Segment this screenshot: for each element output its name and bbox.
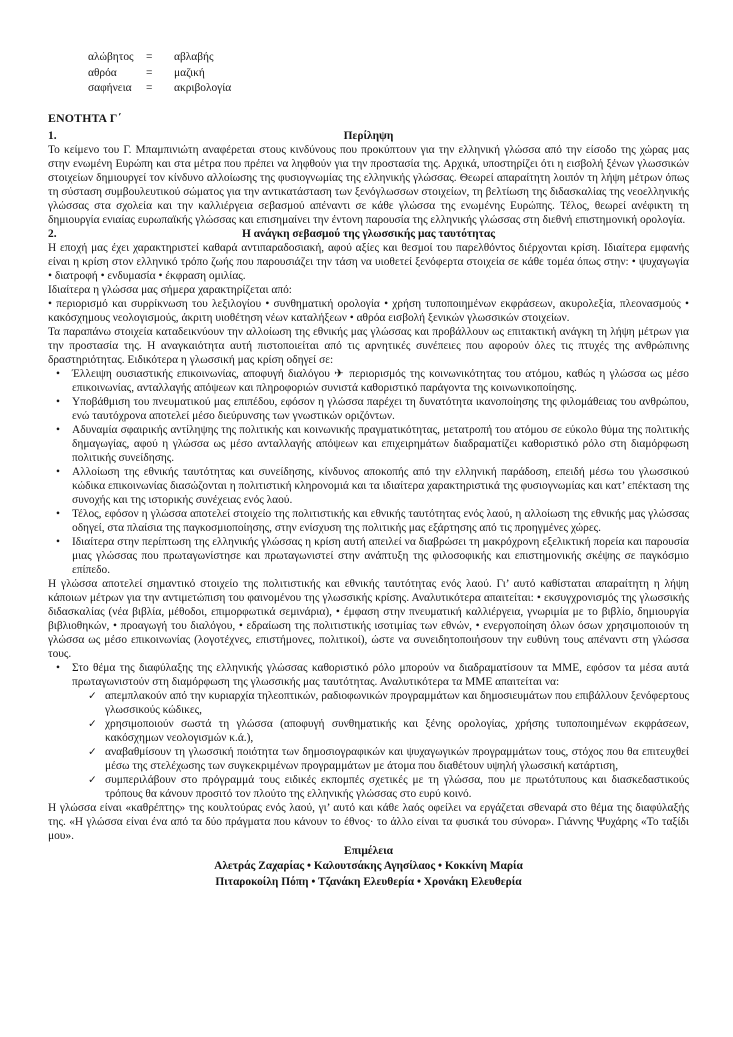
- bullet-icon: •: [56, 367, 60, 380]
- section-title: Περίληψη: [343, 129, 394, 142]
- paragraph-measures: Τα παραπάνω στοιχεία καταδεικνύουν την αλλοίωση της εθνικής μας γλώσσας και προβάλλουν ως επιτακτική ανάγκη τη λήψη μέτρων για την προστασία της. Η αναγκαιότητα αυτή πιστοποιείται από τις αρνητικές συνέπειες που αφορούν όλες τις πτυχές της ανθρώπινης δραστηριότητας. Ειδικότερα η γλωσσική μας κρίση οδηγεί σε:: [48, 325, 689, 366]
- credits-line: Πιταροκοίλη Πόπη • Τζανάκη Ελευθερία • Χρονάκη Ελευθερία: [215, 875, 522, 888]
- glossary-definition: ακριβολογία: [174, 82, 232, 94]
- list-item-text: Τέλος, εφόσον η γλώσσα αποτελεί στοιχείο της πολιτιστικής και εθνικής ταυτότητας ενός λαού, η αλλοίωση της εθνικής μας γλώσσας οδηγεί, στα πλαίσια της παγκοσμιοποίησης, στην ενίσχυση της πολιτικής μας εξάρτησης από τις προηγμένες χώρες.: [72, 507, 689, 534]
- paragraph-closing: Η γλώσσα είναι «καθρέπτης» της κουλτούρας ενός λαού, γι’ αυτό και κάθε λαός οφείλει να εργάζεται σθεναρά στο θέμα της διαφύλαξής της. «Η γλώσσα είναι ένα από τα δύο πράγματα που κάνουν το έθνος· το άλλο είναι τα φυσικά του σύνορα». Γιάννης Ψυχάρης «Το ταξίδι μου».: [48, 801, 689, 842]
- list-item-text: Ιδιαίτερα στην περίπτωση της ελληνικής γλώσσας η κρίση αυτή απειλεί να διαβρώσει τη μακρόχρονη εξελικτική πορεία και παρουσία μιας γλώσσας που πρωταγωνίστησε και πρωταγωνιστεί στην ανάπτυξη της φιλοσοφικής και επιστημονικής σκέψης σε παγκόσμιο επίπεδο.: [72, 535, 689, 576]
- check-item: [48, 717, 689, 745]
- checkmark-icon: ✓: [88, 689, 97, 702]
- mme-check-list: [48, 689, 689, 801]
- glossary-row: [88, 66, 689, 82]
- glossary-row: [88, 50, 689, 66]
- credits-heading: Επιμέλεια: [343, 844, 394, 857]
- checkmark-icon: ✓: [88, 717, 97, 730]
- check-item-text: αναβαθμίσουν τη γλωσσική ποιότητα των δημοσιογραφικών και ψυχαγωγικών προγραμμάτων τους, στόχος που θα επιτευχθεί μέσω της στελέχωσης των συγκεκριμένων προγραμμάτων με άτομα που διαθέτουν υψηλή γλωσσική κατάρτιση,: [105, 745, 689, 772]
- checkmark-icon: ✓: [88, 745, 97, 758]
- paragraph-language-value: Η γλώσσα αποτελεί σημαντικό στοιχείο της πολιτιστικής και εθνικής ταυτότητας ενός λαού. Γι’ αυτό καθίσταται απαραίτητη η λήψη κάποιων μέτρων για την αντιμετώπιση του φαινομένου της γλωσσικής κρίσης. Αναλυτικότερα απαιτείται: • εκσυγχρονισμός της γλωσσικής διδασκαλίας (νέα βιβλία, μέθοδοι, επιμορφωτικά σεμινάρια), • έμφαση στην πνευματική καλλιέργεια, γνωριμία με το βιβλίο, δημιουργία βιβλιοθηκών, • προαγωγή του διαλόγου, • εδραίωση της πολιτιστικής ισοτιμίας των εθνών, • ενεργοποίηση όλων όσων χρησιμοποιούν τη γλώσσα ως μέσο επικοινωνίας (λογοτέχνες, επιστήμονες, πολιτικοί), ώστε να συνειδητοποιήσουν την ευθύνη τους απέναντι στη γλώσσα τους.: [48, 577, 689, 660]
- credits-block: [48, 844, 689, 891]
- document-content: [48, 50, 689, 890]
- list-item: [48, 423, 689, 465]
- unit-heading: ΕΝΟΤΗΤΑ Γ΄: [48, 110, 122, 125]
- credits-line: Αλετράς Ζαχαρίας • Καλουτσάκης Αγησίλαος • Κοκκίνη Μαρία: [214, 860, 523, 872]
- mme-list: [48, 661, 689, 689]
- section-title: Η ανάγκη σεβασμού της γλωσσικής μας ταυτότητας: [241, 227, 496, 240]
- list-item-text: Αδυναμία σφαιρικής αντίληψης της πολιτικής και κοινωνικής πραγματικότητας, μετατροπή του ατόμου σε εύκολο θύμα της πολιτικής δημαγωγίας, αφού η γλώσσα ως μέσο ανταλλαγής απόψεων και επιχειρημάτων διαδραματίζει καθοριστικό ρόλο στη διαμόρφωση πολιτικής συνείδησης.: [72, 423, 689, 464]
- equals-sign: =: [146, 51, 153, 63]
- list-item-text: Υποβάθμιση του πνευματικού μας επιπέδου, εφόσον η γλώσσα παρέχει τη δυνατότητα ικανοποίησης της φιλομάθειας του ανθρώπου, ενώ ταυτόχρονα αποτελεί μέσο διεύρυνσης των γνωστικών οριζόντων.: [72, 395, 689, 422]
- bullet-icon: •: [56, 395, 60, 408]
- section-number: 1.: [48, 129, 57, 142]
- glossary-definition: αβλαβής: [174, 51, 214, 63]
- glossary: [88, 50, 689, 97]
- paragraph-summary: Το κείμενο του Γ. Μπαμπινιώτη αναφέρεται στους κινδύνους που προκύπτουν για την ελληνική γλώσσα από την είσοδο της χώρας μας στην ενωμένη Ευρώπη και στα μέτρα που πρέπει να ληφθούν για την προστασία της. Αρχικά, υποστηρίζει ότι η εισβολή ξένων γλωσσικών στοιχείων δημιουργεί τον κίνδυνο αλλοίωσης της φυσιογνωμίας της ελληνικής γλώσσας. Θεωρεί απαραίτητη λοιπόν τη λήψη μέτρων όπως τη σύσταση συμβουλευτικού σώματος για την αντικατάσταση των ξενόγλωσσων στοιχείων, τη βελτίωση της διδασκαλίας της νεοελληνικής γλώσσας στα σχολεία και την καλλιέργεια σεβασμού απέναντι σε κάθε γλώσσα της ενωμένης Ευρώπης. Τέλος, θεωρεί ανέφικτη τη δημιουργία ενιαίας ευρωπαϊκής γλώσσας και επισημαίνει την έντονη παρουσία της ελληνικής γλώσσας στη διεθνή επιστημονική ορολογία.: [48, 143, 689, 226]
- list-item-text: Στο θέμα της διαφύλαξης της ελληνικής γλώσσας καθοριστικό ρόλο μπορούν να διαδραματίσουν τα ΜΜΕ, εφόσον τα μέσα αυτά πρωταγωνιστούν στη διαμόρφωση της γλωσσικής μας ταυτότητας. Αναλυτικότερα τα ΜΜΕ απαιτείται να:: [72, 661, 689, 688]
- check-item: [48, 745, 689, 773]
- equals-sign: =: [146, 82, 153, 94]
- paragraph-lead: Ιδιαίτερα η γλώσσα μας σήμερα χαρακτηρίζεται από:: [48, 283, 292, 296]
- checkmark-icon: ✓: [88, 773, 97, 786]
- bullet-icon: •: [56, 507, 60, 520]
- list-item: [48, 395, 689, 423]
- list-item: [48, 535, 689, 577]
- glossary-row: [88, 81, 689, 97]
- section-2-header: [48, 227, 689, 241]
- paragraph-intro: Η εποχή μας έχει χαρακτηριστεί καθαρά αντιπαραδοσιακή, αφού αξίες και θεσμοί του παρελθόντος διέρχονται κρίση. Ιδιαίτερα εμφανής είναι η κρίση στον ελληνικό τρόπο ζωής που παρουσιάζει την τάση να υιοθετεί ξενόφερτα στοιχεία σε κάθε τομέα όπως στην: • ψυχαγωγία • διατροφή • ενδυμασία • έκφραση ομιλίας.: [48, 241, 689, 282]
- consequence-list: [48, 367, 689, 577]
- check-item: [48, 689, 689, 717]
- glossary-term: σαφήνεια: [88, 82, 132, 94]
- check-item: [48, 773, 689, 801]
- check-item-text: απεμπλακούν από την κυριαρχία τηλεοπτικών, ραδιοφωνικών προγραμμάτων και δημοσιευμάτων που επιβάλλουν ξενόφερτους γλωσσικούς κώδικες,: [105, 689, 689, 716]
- bullet-icon: •: [56, 423, 60, 436]
- bullet-icon: •: [56, 661, 60, 674]
- list-item: [48, 661, 689, 689]
- bullet-icon: •: [56, 535, 60, 548]
- glossary-definition: μαζική: [174, 66, 205, 79]
- check-item-text: χρησιμοποιούν σωστά τη γλώσσα (αποφυγή συνθηματικής και ξένης ορολογίας, χρήσης τυποποιημένων εκφράσεων, κακόσχημων νεολογισμών κ.ά.),: [105, 717, 689, 744]
- glossary-term: αθρόα: [88, 66, 117, 79]
- list-item: [48, 465, 689, 507]
- section-number: 2.: [48, 227, 57, 240]
- paragraph-features: • περιορισμό και συρρίκνωση του λεξιλογίου • συνθηματική ορολογία • χρήση τυποποιημένων εκφράσεων, ακυρολεξία, πλεονασμούς • κακόσχημους νεολογισμούς, άκριτη υιοθέτηση νέων καταλήξεων • αθρόα εισβολή ξενικών γλωσσικών στοιχείων.: [48, 297, 689, 324]
- list-item-text: Έλλειψη ουσιαστικής επικοινωνίας, αποφυγή διαλόγου ✈ περιορισμός της κοινωνικότητας του ατόμου, καθώς η γλώσσα ως μέσο επικοινωνίας, ανταλλαγής απόψεων και πληροφοριών συνιστά καθοριστικό παράγοντα της κοινωνικοποίησης.: [72, 367, 689, 394]
- equals-sign: =: [146, 66, 153, 79]
- section-1-header: [48, 129, 689, 143]
- list-item: [48, 507, 689, 535]
- bullet-icon: •: [56, 465, 60, 478]
- list-item: [48, 367, 689, 395]
- check-item-text: συμπεριλάβουν στο πρόγραμμά τους ειδικές εκπομπές σχετικές με τη γλώσσα, που με πρωτότυπους και διασκεδαστικούς τρόπους θα κάνουν προσιτό τον πλούτο της ελληνικής γλώσσας στο ευρύ κοινό.: [105, 773, 689, 800]
- glossary-term: αλώβητος: [88, 51, 134, 63]
- list-item-text: Αλλοίωση της εθνικής ταυτότητας και συνείδησης, κίνδυνος αποκοπής από την ελληνική παράδοση, επειδή μέσω του γλωσσικού κώδικα επικοινωνίας διασώζονται η πολιτιστική κληρονομιά και τα ιδιαίτερα χαρακτηριστικά της φυσιογνωμίας και κατ’ επέκταση της συνοχής και της ιστορικής συνέχειας ενός λαού.: [72, 465, 689, 506]
